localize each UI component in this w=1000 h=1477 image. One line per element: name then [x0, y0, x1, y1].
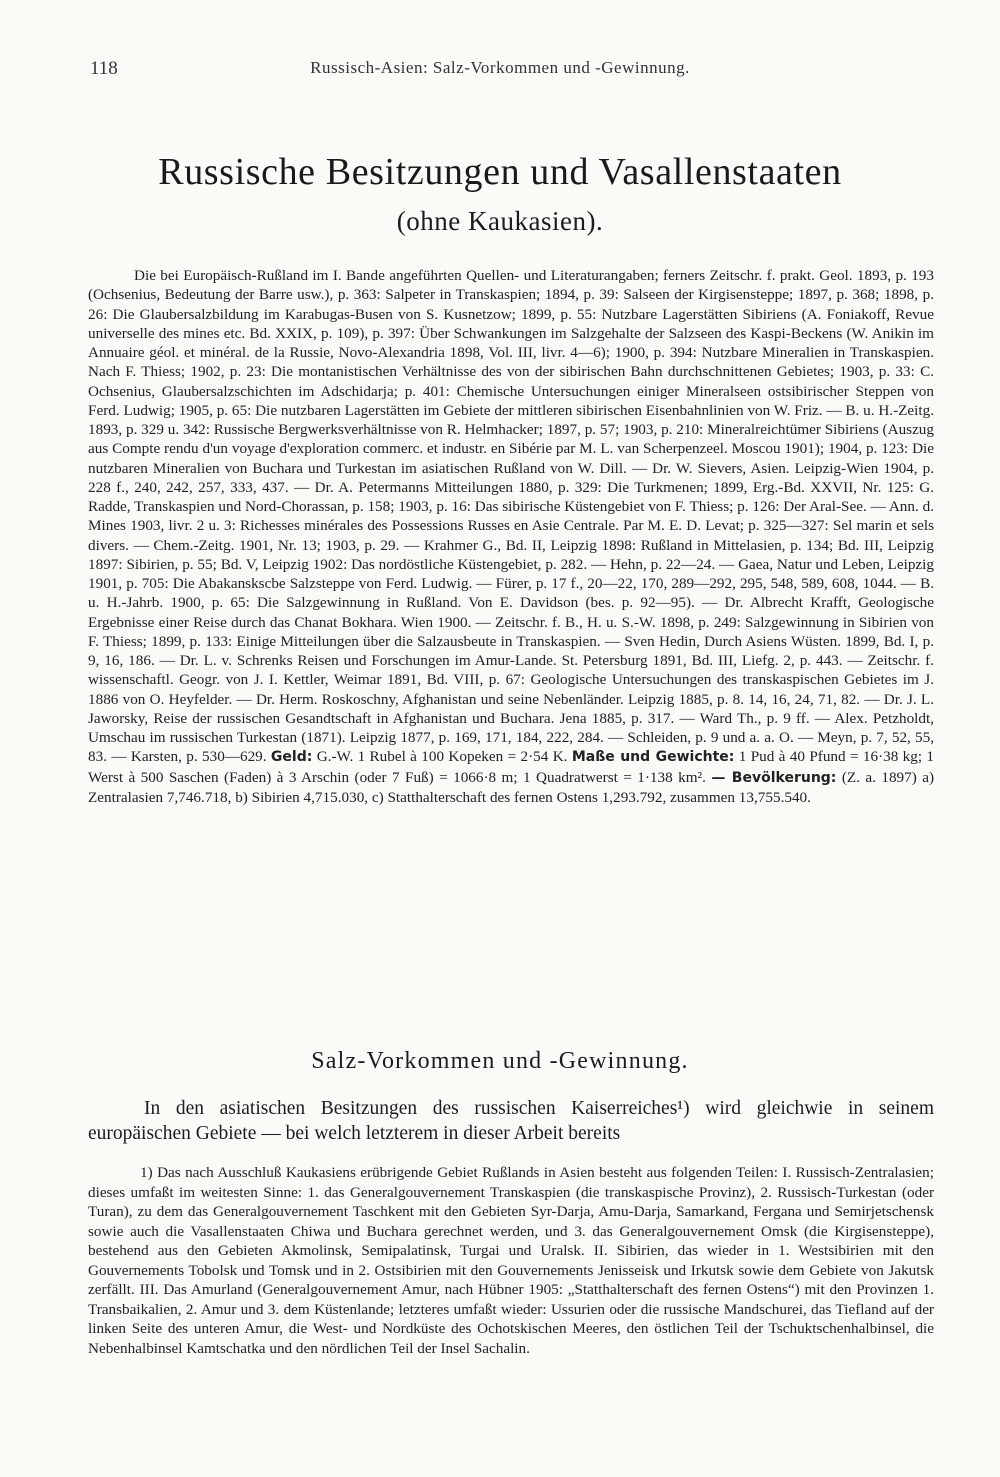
- bibliography-paragraph: [88, 266, 934, 807]
- bibliography-text: Die bei Europäisch-Rußland im I. Bande angeführten Quellen- und Literaturangaben; ferners Zeitschr. f. prakt. Geol. 1893, p. 193 (Ochsenius, Bedeutung der Barre usw.), p. 363: Salpeter in Transkaspien; 1894, p. 39: Salseen der Kirgisensteppe; 1897, p. 368; 1898, p. 26: Die Glaubersalzbildung im Karabugas-Busen von S. Kusnetzow; 1899, p. 55: Nutzbare Lagerstätten Sibiriens (A. Foniakoff, Revue universelle des mines etc. Bd. XXIX, p. 109), p. 397: Über Schwankungen im Salzgehalte der Salzseen des Kaspi-Beckens (W. Anikin im Annuaire géol. et minéral. de la Russie, Novo-Alexandria 1898, Vol. III, livr. 4—6); 1900, p. 394: Nutzbare Mineralien in Transkaspien. Nach F. Thiess; 1902, p. 23: Die montanistischen Verhältnisse des von der sibirischen Bahn durchschnittenen Gebietes; 1903, p. 33: C. Ochsenius, Glaubersalzschichten im Adschidarja; p. 401: Chemische Untersuchungen einiger Mineralseen ostsibirischer Steppen von Ferd. Ludwig; 1905, p. 65: Die nutzbaren Lagerstätten im Gebiete der mittleren sibirischen Eisenbahnlinien von W. Friz. — B. u. H.-Zeitg. 1893, p. 329 u. 342: Russische Bergwerksverhältnisse von R. Helmhacker; 1897, p. 57; 1903, p. 210: Mineralreichtümer Sibiriens (Auszug aus Compte rendu d'un voyage d'exploration commerc. et industr. en Sibérie par M. L. van Scherpenzeel. Moscou 1901); 1904, p. 123: Die nutzbaren Mineralien von Buchara und Turkestan im asiatischen Rußland von W. Dill. — Dr. W. Sievers, Asien. Leipzig-Wien 1904, p. 228 f., 240, 242, 257, 333, 437. — Dr. A. Petermanns Mitteilungen 1880, p. 329: Die Turkmenen; 1899, Erg.-Bd. XXVII, Nr. 125: G. Radde, Transkaspien und Nord-Chorassan, p. 158; 1903, p. 16: Das sibirische Küstengebiet von F. Thiess; p. 126: Der Aral-See. — Ann. d. Mines 1903, livr. 2 u. 3: Richesses minérales des Possessions Russes en Asie Centrale. Par M. E. D. Levat; p. 325—327: Sel marin et sels divers. — Chem.-Zeitg. 1901, Nr. 13; 1903, p. 29. — Krahmer G., Bd. II, Leipzig 1898: Rußland in Mittelasien, p. 134; Bd. III, Leipzig 1897: Sibirien, p. 55; Bd. V, Leipzig 1902: Das nordöstliche Küstengebiet, p. 282. — Hehn, p. 22—24. — Gaea, Natur und Leben, Leipzig 1901, p. 705: Die Abakanskscbe Salzsteppe von Ferd. Ludwig. — Fürer, p. 17 f., 20—22, 170, 289—292, 295, 548, 589, 608, 1044. — B. u. H.-Jahrb. 1900, p. 65: Die Salzgewinnung in Rußland. Von E. Davidson (bes. p. 92—95). — Dr. Albrecht Krafft, Geologische Ergebnisse einer Reise durch das Chanat Bokhara. Wien 1900. — Zeitschr. f. B., H. u. S.-W. 1898, p. 249: Salzgewinnung in Sibirien von F. Thiess; 1899, p. 133: Einige Mitteilungen über die Salzausbeute in Transkaspien. — Sven Hedin, Durch Asiens Wüsten. 1899, Bd. I, p. 9, 16, 186. — Dr. L. v. Schrenks Reisen und Forschungen im Amur-Lande. St. Petersburg 1891, Bd. III, Liefg. 2, p. 443. — Zeitschr. f. wissenschaftl. Geogr. von J. I. Kettler, Weimar 1891, Bd. VIII, p. 67: Geologische Untersuchungen des transkaspischen Gebietes im J. 1886 von O. Heyfelder. — Dr. Herm. Roskoschny, Afghanistan und seine Nebenländer. Leipzig 1885, p. 8. 14, 16, 24, 71, 82. — Dr. J. L. Jaworsky, Reise der russischen Gesandtschaft in Afghanistan und Buchara. Jena 1885, p. 317. — Ward Th., p. 9 ff. — Alex. Petzholdt, Umschau im russischen Turkestan (1871). Leipzig 1877, p. 169, 171, 184, 222, 284. — Schleiden, p. 9 und a. a. O. — Meyn, p. 7, 52, 55, 83. — Karsten, p. 530—629.: [88, 267, 934, 766]
- masse-label: Maße und Gewichte:: [571, 749, 735, 766]
- chapter-title: Russische Besitzungen und Vasallenstaaten: [158, 151, 842, 193]
- geld-text: G.-W. 1 Rubel à 100 Kopeken = 2·54 K.: [316, 748, 568, 766]
- chapter-subtitle: (ohne Kaukasien).: [396, 206, 604, 236]
- bevoelkerung-text: (Z. a. 1897) a) Zentralasien 7,746.718, b) Sibirien 4,715.030, c) Statthalterschaft des fernen Ostens 1,293.792, zusammen 13,755.540.: [88, 768, 935, 806]
- geld-label: Geld:: [270, 749, 313, 766]
- intro-paragraph: In den asiatischen Besitzungen des russischen Kaiserreiches¹) wird gleichwie in seinem europäischen Gebiete — bei welch letzterem in dieser Arbeit bereits: [88, 1098, 934, 1144]
- footnote-text: Das nach Ausschluß Kaukasiens erübrigende Gebiet Rußlands in Asien besteht aus folgenden Teilen: I. Russisch-Zentralasien; dieses umfaßt im weitesten Sinne: 1. das Generalgouvernement Transkaspien (die transkaspische Provinz), 2. Russisch-Turkestan (oder Turan), zu dem das Generalgouvernement Taschkent mit den Gebieten Syr-Darja, Amu-Darja, Samarkand, Fergana und Semirjetschensk sowie auch die Vasallenstaaten Chiwa und Buchara gerechnet werden, und 3. das Generalgouvernement Omsk (die Kirgisensteppe), bestehend aus den Gebieten Akmolinsk, Semipalatinsk, Turgai und Uralsk. II. Sibirien, das wieder in 1. Westsibirien mit den Gouvernements Tobolsk und Tomsk und in 2. Ostsibirien mit den Gouvernements Jenisseisk und Irkutsk sowie dem Gebiete von Jakutsk zerfällt. III. Das Amurland (Generalgouvernement Amur, nach Hübner 1905: „Statthalterschaft des fernen Ostens“) mit den Provinzen 1. Transbaikalien, 2. Amur und 3. dem Küstenlande; letzteres umfaßt wieder: Ussurien oder die russische Mandschurei, das Tiefland auf der linken Seite des unteren Amur, die West- und Nordküste des Ochotskischen Meeres, den östlichen Teil der Tschuktschenhalbinsel, die Nebenhalbinsel Kamtschatka und den nördlichen Teil der Insel Sachalin.: [88, 1164, 934, 1357]
- footnote: [88, 1163, 934, 1358]
- page-number: 118: [90, 58, 118, 79]
- section-heading: Salz-Vorkommen und -Gewinnung.: [311, 1048, 689, 1074]
- masse-text: 1 Pud à 40 Pfund = 16·38 kg; 1 Werst à 500 Saschen (Faden) à 3 Arschin (oder 7 Fuß) = 1066·8 m; 1 Quadratwerst = 1·138 km².: [88, 748, 935, 786]
- running-title: Russisch-Asien: Salz-Vorkommen und -Gewinnung.: [310, 58, 690, 77]
- bevoelkerung-label: — Bevölkerung:: [711, 769, 837, 786]
- footnote-marker: 1): [140, 1164, 153, 1181]
